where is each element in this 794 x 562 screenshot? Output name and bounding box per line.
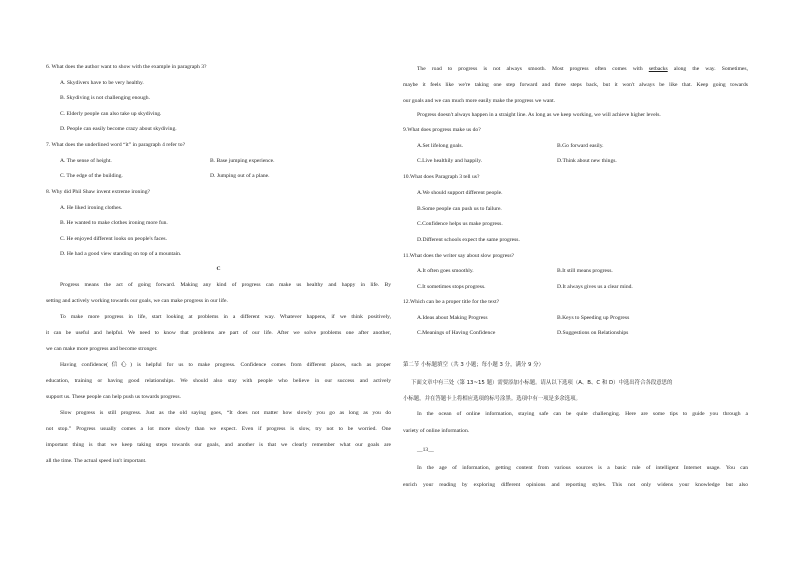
passage-c-line-2: setting and actively working towards our goals, we can make progress in our life. bbox=[46, 298, 228, 304]
question-7-option-b: B. Base jumping experience. bbox=[210, 158, 275, 164]
passage-d-line-3: In the age of information, getting content from various sources is a basic rule of intelligent Internet usage. You can bbox=[417, 465, 748, 471]
blank-13: __13__ bbox=[417, 447, 434, 453]
question-10-stem: 10.What does Paragraph 3 tell us? bbox=[403, 174, 480, 180]
question-8-option-a: A. He liked ironing clothes. bbox=[60, 205, 123, 211]
question-6-stem: 6. What does the author want to show with the example in paragraph 3? bbox=[46, 64, 207, 70]
passage-c-line-8: support us. These people can help push us towards progress. bbox=[46, 394, 181, 400]
underlined-word-setbacks: setbacks bbox=[648, 66, 668, 72]
question-11-stem: 11.What does the writer say about slow progress? bbox=[403, 253, 515, 259]
passage-right-line-3: our goals and we can much more easily make the progress we want. bbox=[403, 98, 556, 104]
question-10-option-d: D.Different schools expect the same progress. bbox=[417, 237, 520, 243]
passage-right-line-1-end: along the way. Sometimes, bbox=[667, 66, 748, 72]
passage-c-line-3: To make more progress in life, start looking at problems in a different way. Whatever happens, if we think positively, bbox=[60, 314, 391, 320]
question-6-option-b: B. Skydiving is not challenging enough. bbox=[60, 95, 150, 101]
question-8-stem: 8. Why did Phil Shaw invent extreme ironing? bbox=[46, 189, 150, 195]
question-11-option-b: B.It still means progress. bbox=[557, 268, 613, 274]
question-7-option-d: D. Jumping out of a plane. bbox=[210, 173, 270, 179]
question-6-option-a: A. Skydivers have to be very healthy. bbox=[60, 80, 144, 86]
passage-right-line-1-start: The road to progress is not always smooth. Most progress often comes with bbox=[417, 66, 649, 72]
passage-d-line-1: In the ocean of online information, staying safe can be quite challenging. Here are some tips to guide you through a bbox=[417, 411, 748, 417]
section-2-heading: 第二节 小标题填空（共 3 小题；每小题 3 分，满分 9 分） bbox=[403, 362, 544, 368]
question-10-option-b: B.Some people can push us to failure. bbox=[417, 206, 502, 212]
question-9-option-b: B.Go forward easily. bbox=[557, 143, 604, 149]
question-7-option-c: C. The edge of the building. bbox=[60, 173, 123, 179]
question-12-option-b: B.Keys to Speeding up Progress bbox=[557, 315, 630, 321]
question-11-option-a: A.It often goes smoothly. bbox=[417, 268, 474, 274]
question-12-option-c: C.Meanings of Having Confidence bbox=[417, 330, 496, 336]
passage-d-line-2: variety of online information. bbox=[403, 428, 470, 434]
question-12-option-a: A.Ideas about Making Progress bbox=[417, 315, 488, 321]
question-6-option-d: D. People can easily become crazy about skydiving. bbox=[60, 126, 177, 132]
passage-right-line-1 bbox=[403, 66, 748, 73]
passage-c-line-7: education, training or having good relationships. We should also stay with people who believe in our success and actively bbox=[46, 378, 391, 384]
passage-right-line-4: Progress doesn't always happen in a straight line. As long as we keep working, we will achieve higher levels. bbox=[417, 112, 661, 118]
question-11-option-c: C.It sometimes stops progress. bbox=[417, 284, 486, 290]
passage-c-line-1: Progress means the act of going forward. Making any kind of progress can make us healthy and happy in life. By bbox=[60, 282, 391, 288]
question-7-option-a: A. The sense of height. bbox=[60, 158, 112, 164]
question-7-stem: 7. What does the underlined word “it” in paragraph 4 refer to? bbox=[46, 142, 186, 148]
question-9-stem: 9.What does progress make us do? bbox=[403, 127, 481, 133]
question-8-option-b: B. He wanted to make clothes ironing more fun. bbox=[60, 220, 168, 226]
passage-c-line-4: it can be useful and helpful. We need to know that problems are part of our life. After we solve problems one after another, bbox=[46, 330, 391, 336]
passage-c-line-9: Slow progress is still progress. Just as the old saying goes, “It does not matter how slowly you go as long as you do bbox=[60, 410, 391, 416]
passage-c-line-5: we can make more progress and become stronger. bbox=[46, 346, 158, 352]
section-2-instruction-line-1: 下面文章中有三处（第 13~15 题）需要添加小标题。请从以下选项（A、B、C 和 D）中选出符合各段意思的 bbox=[411, 380, 673, 386]
question-12-stem: 12.Which can be a proper title for the text? bbox=[403, 299, 500, 305]
question-12-option-d: D.Suggestions on Relationships bbox=[557, 330, 629, 336]
question-9-option-c: C.Live healthily and happily. bbox=[417, 158, 483, 164]
question-9-option-a: A.Set lifelong goals. bbox=[417, 143, 463, 149]
passage-c-line-12: all the time. The actual speed isn't important. bbox=[46, 458, 147, 464]
passage-right-line-2: maybe it feels like we're taking one step forward and three steps back, but it won't always be like that. Keep going towards bbox=[403, 82, 748, 88]
question-9-option-d: D.Think about new things. bbox=[557, 158, 617, 164]
question-8-option-d: D. He had a good view standing on top of a mountain. bbox=[60, 251, 182, 257]
section-2-instruction-line-2: 小标题，并在答题卡上将相应选项的标号涂黑。选项中有一项是多余选项。 bbox=[403, 396, 581, 402]
question-10-option-c: C.Confidence helps us make progress. bbox=[417, 221, 503, 227]
question-10-option-a: A.We should support different people. bbox=[417, 190, 503, 196]
passage-c-line-10: not stop.” Progress usually comes a lot more slowly than we expect. Even if progress is slow, try not to be worried. One bbox=[46, 426, 391, 432]
passage-c-line-6: Having confidence(信心) is helpful for us to make progress. Confidence comes from different places, such as proper bbox=[60, 362, 391, 368]
passage-d-line-4: enrich your reading by exploring different opinions and reporting styles. This not only widens your knowledge but also bbox=[403, 482, 748, 488]
question-11-option-d: D.It always gives us a clear mind. bbox=[557, 284, 633, 290]
passage-c-line-11: important thing is that we keep taking steps towards our goals, and another is that we clearly remember what our goals are bbox=[46, 442, 391, 448]
question-8-option-c: C. He enjoyed different looks on people's faces. bbox=[60, 236, 167, 242]
question-6-option-c: C. Elderly people can also take up skydiving. bbox=[60, 111, 162, 117]
passage-c-heading: C bbox=[216, 266, 221, 272]
